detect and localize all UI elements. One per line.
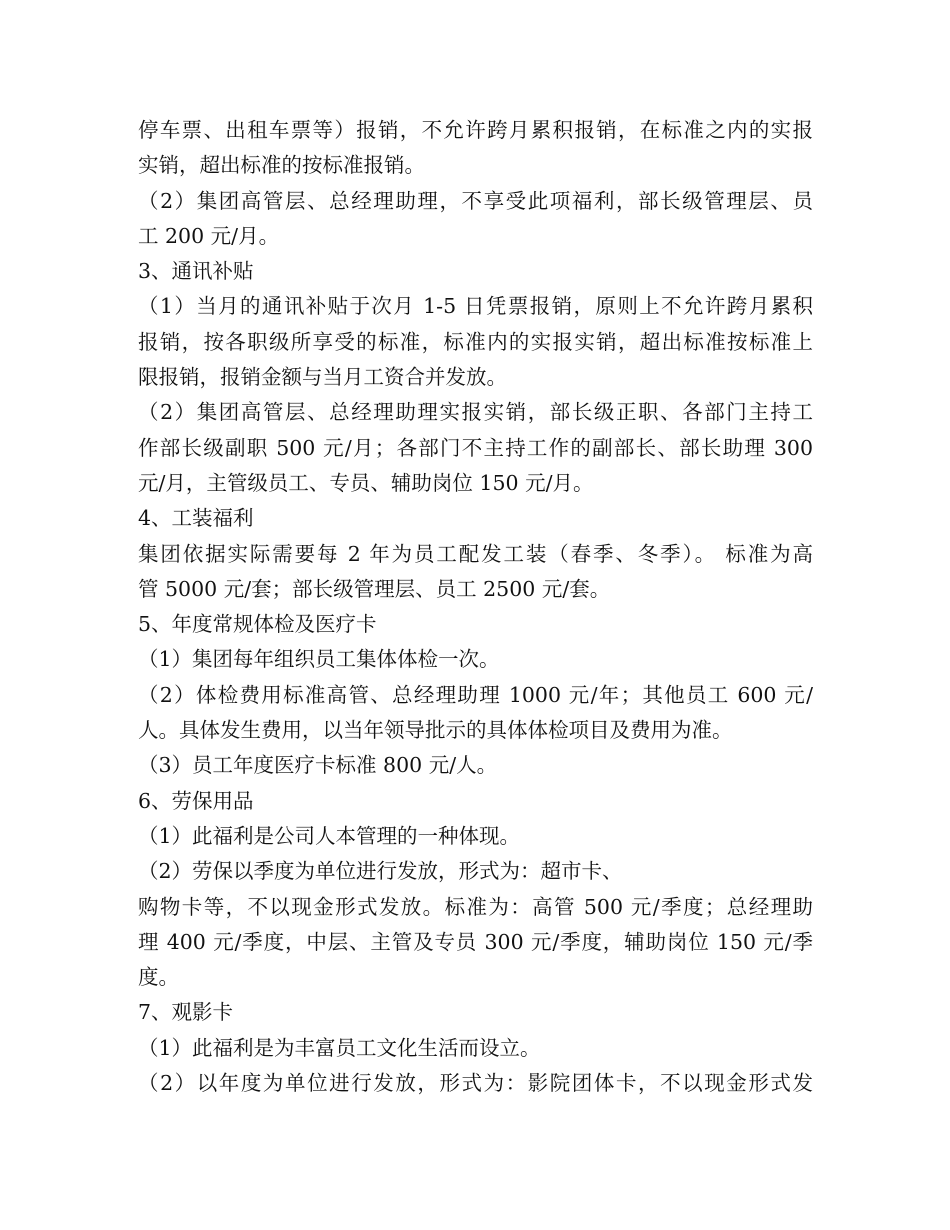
text-line: 购物卡等，不以现金形式发放。标准为：高管 500 元/季度；总经理助 (138, 894, 813, 919)
text-line: 管 5000 元/套；部长级管理层、员工 2500 元/套。 (138, 576, 611, 601)
text-line: 理 400 元/季度，中层、主管及专员 300 元/季度，辅助岗位 150 元/季 (138, 929, 813, 954)
document-page (138, 113, 813, 1101)
text-line: （2）集团高管层、总经理助理实报实销，部长级正职、各部门主持工 (138, 400, 813, 425)
text-line: （2）集团高管层、总经理助理，不享受此项福利，部长级管理层、员 (138, 188, 813, 213)
text-line: 限报销，报销金额与当月工资合并发放。 (138, 365, 507, 390)
text-line: （1）当月的通讯补贴于次月 1-5 日凭票报销，原则上不允许跨月累积 (138, 294, 813, 319)
text-line: 停车票、出租车票等）报销，不允许跨月累积报销，在标准之内的实报 (138, 118, 813, 142)
text-line: （2）劳保以季度为单位进行发放，形式为：超市卡、 (138, 859, 623, 884)
text-line: 度。 (138, 965, 179, 990)
text-line: 工 200 元/月。 (138, 223, 280, 248)
text-line: 6、劳保用品 (138, 788, 254, 813)
text-line: 7、观影卡 (138, 1000, 234, 1025)
text-line: 4、工装福利 (138, 506, 254, 531)
text-line: 报销，按各职级所享受的标准，标准内的实报实销，超出标准按标准上 (138, 329, 813, 354)
text-line: 集团依据实际需要每 2 年为员工配发工装（春季、冬季）。 标准为高 (138, 541, 813, 566)
text-line: 5、年度常规体检及医疗卡 (138, 612, 377, 637)
text-line: （1）此福利是公司人本管理的一种体现。 (138, 823, 521, 848)
text-line: （2）以年度为单位进行发放，形式为：影院团体卡，不以现金形式发 (138, 1071, 813, 1096)
text-line: （1）此福利是为丰富员工文化生活而设立。 (138, 1035, 541, 1060)
text-line: （3）员工年度医疗卡标准 800 元/人。 (138, 753, 498, 778)
text-line: 作部长级副职 500 元/月；各部门不主持工作的副部长、部长助理 300 (138, 435, 813, 460)
text-line: （1）集团每年组织员工集体体检一次。 (138, 647, 500, 672)
text-line: 3、通讯补贴 (138, 259, 254, 284)
text-line: 实销，超出标准的按标准报销。 (138, 153, 425, 178)
text-line: 人。具体发生费用，以当年领导批示的具体体检项目及费用为准。 (138, 718, 733, 743)
text-line: 元/月，主管级员工、专员、辅助岗位 150 元/月。 (138, 470, 594, 495)
text-line: （2）体检费用标准高管、总经理助理 1000 元/年；其他员工 600 元/ (138, 682, 813, 707)
